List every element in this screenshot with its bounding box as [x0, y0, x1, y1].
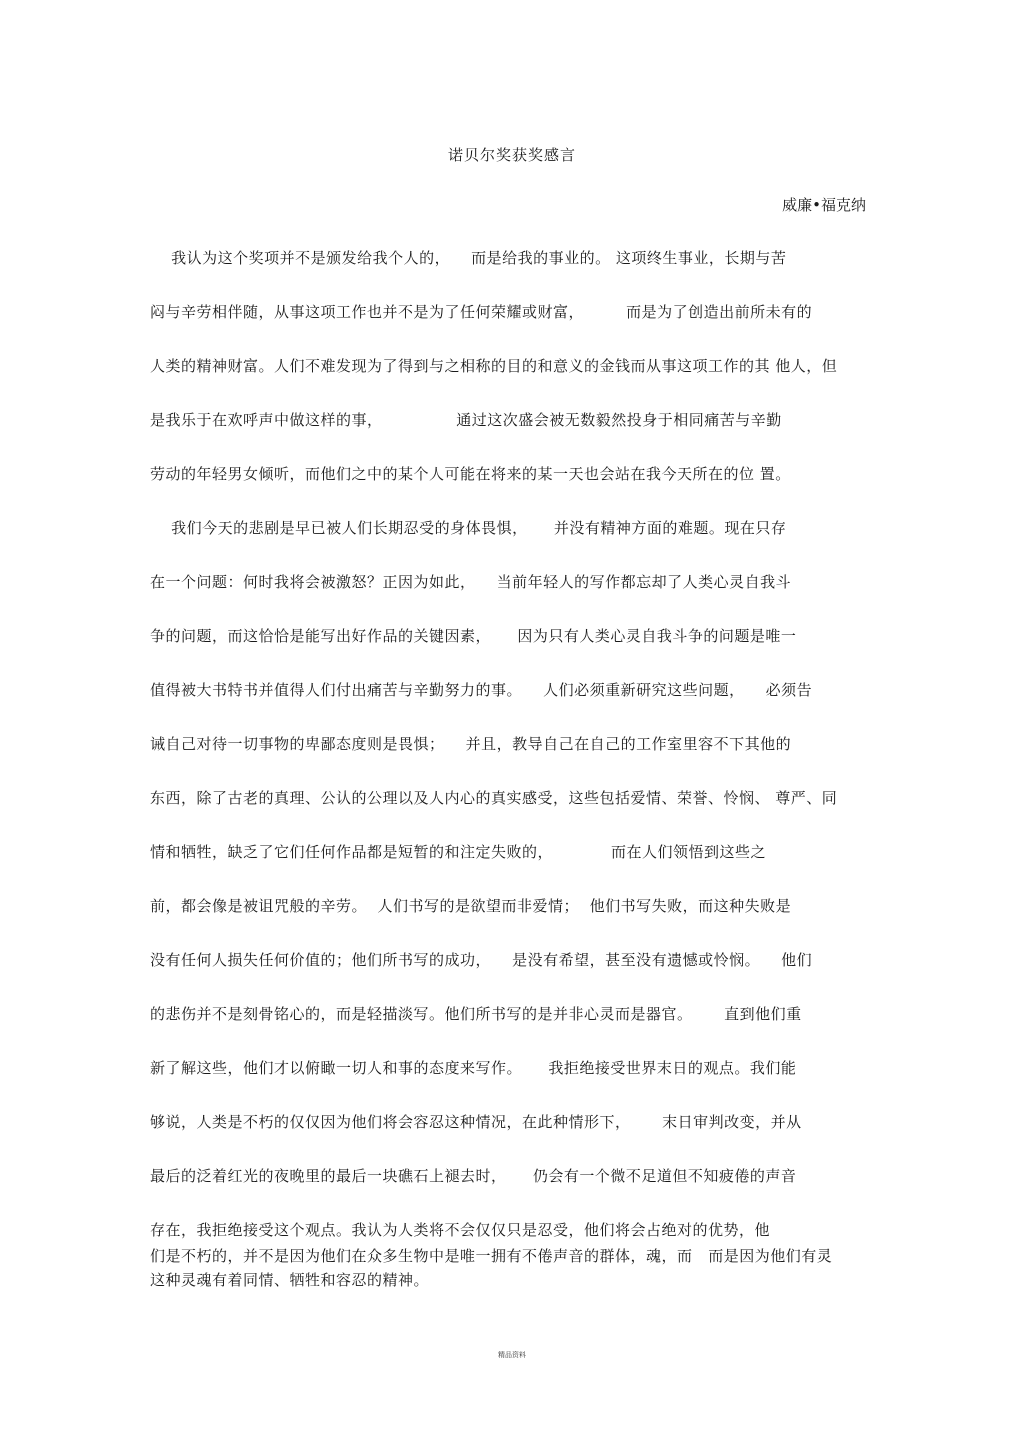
document-title: 诺贝尔奖获奖感言 — [447, 146, 576, 164]
body-line: 没有任何人损失任何价值的；他们所书写的成功， 是没有希望，甚至没有遗憾或怜悯。 他们 — [150, 951, 813, 969]
body-line: 诫自己对待一切事物的卑鄙态度则是畏惧； 并且，教导自己在自己的工作室里容不下其他的 — [150, 735, 792, 753]
body-line: 存在，我拒绝接受这个观点。我认为人类将不会仅仅只是忍受，他们将会占绝对的优势，他 — [150, 1221, 771, 1239]
body-line: 前，都会像是被诅咒般的辛劳。 人们书写的是欲望而非爱情； 他们书写失败，而这种失败是 — [150, 897, 792, 915]
body-line: 们是不朽的，并不是因为他们在众多生物中是唯一拥有不倦声音的群体，魂，而 而是因为他们有灵 — [150, 1247, 833, 1265]
page-footer: 精品资料 — [498, 1351, 526, 1359]
body-line: 争的问题，而这恰恰是能写出好作品的关键因素， 因为只有人类心灵自我斗争的问题是唯一 — [150, 627, 797, 645]
author-name: 威廉•福克纳 — [782, 196, 866, 214]
body-line: 劳动的年轻男女倾听，而他们之中的某个人可能在将来的某一天也会站在我今天所在的位 置。 — [150, 465, 791, 483]
body-line: 值得被大书特书并值得人们付出痛苦与辛勤努力的事。 人们必须重新研究这些问题， 必须告 — [150, 681, 813, 699]
body-line: 最后的泛着红光的夜晚里的最后一块礁石上褪去时， 仍会有一个微不足道但不知疲倦的声音 — [150, 1167, 797, 1185]
body-line: 闷与辛劳相伴随，从事这项工作也并不是为了任何荣耀或财富， 而是为了创造出前所未有的 — [150, 303, 813, 321]
body-line: 人类的精神财富。人们不难发现为了得到与之相称的目的和意义的金钱而从事这项工作的其 他人，但 — [150, 357, 838, 375]
body-line: 是我乐于在欢呼声中做这样的事， 通过这次盛会被无数毅然投身于相同痛苦与辛勤 — [150, 411, 782, 429]
body-line: 这种灵魂有着同情、牺牲和容忍的精神。 — [150, 1271, 430, 1289]
body-line: 东西，除了古老的真理、公认的公理以及人内心的真实感受，这些包括爱情、荣誉、怜悯、 尊严、同 — [150, 789, 838, 807]
body-line: 的悲伤并不是刻骨铭心的，而是轻描淡写。他们所书写的是并非心灵而是器官。 直到他们重 — [150, 1005, 802, 1023]
body-line: 我们今天的悲剧是早已被人们长期忍受的身体畏惧， 并没有精神方面的难题。现在只存 — [150, 519, 787, 537]
body-line: 我认为这个奖项并不是颁发给我个人的， 而是给我的事业的。 这项终生事业，长期与苦 — [150, 249, 787, 267]
body-line: 新了解这些，他们才以俯瞰一切人和事的态度来写作。 我拒绝接受世界末日的观点。我们能 — [150, 1059, 797, 1077]
body-line: 情和牺牲，缺乏了它们任何作品都是短暂的和注定失败的， 而在人们领悟到这些之 — [150, 843, 766, 861]
body-line: 够说，人类是不朽的仅仅因为他们将会容忍这种情况，在此种情形下， 末日审判改变，并从 — [150, 1113, 802, 1131]
body-line: 在一个问题：何时我将会被激怒？正因为如此， 当前年轻人的写作都忘却了人类心灵自我斗 — [150, 573, 792, 591]
